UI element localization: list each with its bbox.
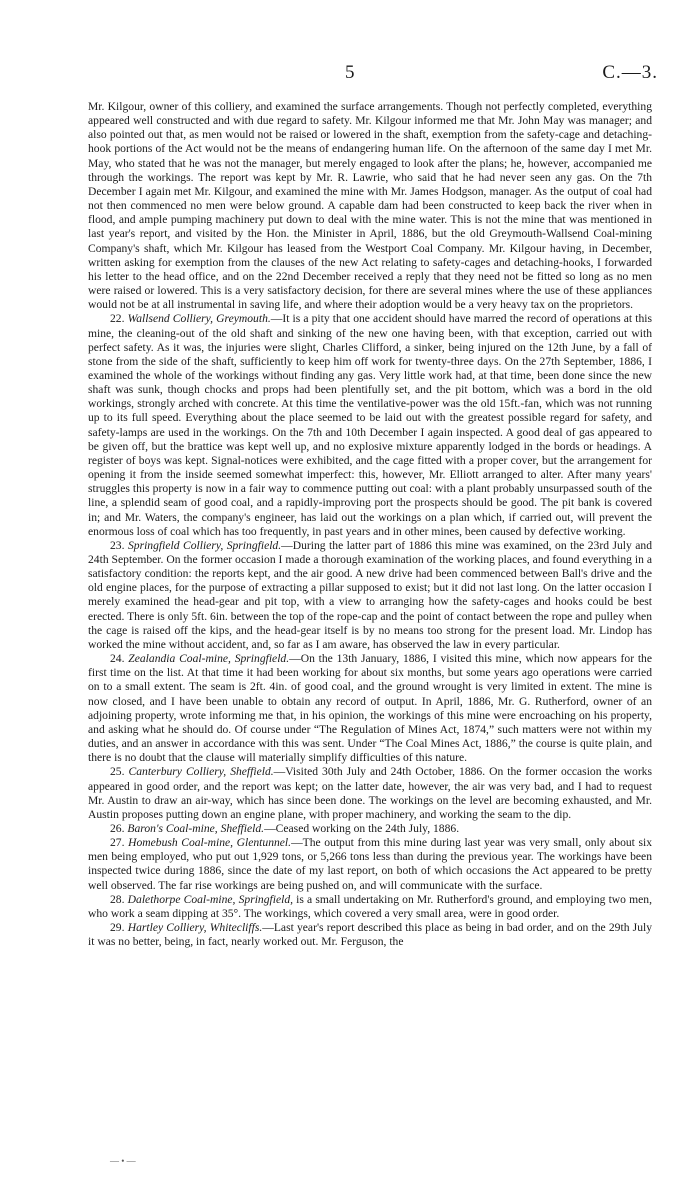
paragraph-number: 27.: [110, 836, 125, 850]
paragraph-number: 22.: [110, 312, 125, 326]
body-text: [88, 100, 652, 949]
paragraph-continuation: [88, 100, 652, 312]
paragraph-27: [88, 836, 652, 893]
paragraph-number: 24.: [110, 652, 125, 666]
paragraph-text: —Ceased working on the 24th July, 1886.: [264, 821, 460, 835]
paragraph-24: [88, 652, 652, 765]
paragraph-title: Wallsend Colliery, Greymouth.: [127, 312, 271, 326]
paragraph-number: 25.: [110, 765, 125, 779]
paragraph-26: [88, 822, 652, 836]
document-reference: C.—3.: [602, 62, 658, 83]
paragraph-number: 23.: [110, 538, 125, 552]
paragraph-text: —On the 13th January, 1886, I visited this mine, which now appears for the first time on the list. At that time it had been working for about six months, but some years ago operations were carried on to a small extent. The seam is 2ft. 4in. of good coal, and the ground wrought is very limited in extent. The mine is now closed, and I have been unable to obtain any record of output. In April, 1886, Mr. G. Rutherford, owner of an adjoining property, wrote informing me that, in his opinion, the workings of this mine were encroaching on his property, and asking what he should do. Of course under “The Regulation of Mines Act, 1874,” such matters were not within my duties, and an answer in accordance with this was sent. Under “The Coal Mines Act, 1886,” the course is quite plain, and there is no doubt that the clause will materially simplify difficulties of this nature.: [88, 652, 652, 765]
paragraph-text: —Visited 30th July and 24th October, 1886. On the former occasion the works appeared in good order, and the report was kept; on the latter date, however, the air was very bad, and I had to request Mr. Austin to draw an air-way, which has since been done. The workings on the level are becoming exhausted, and Mr. Austin proposes putting down an engine plane, with proper machinery, and working the seam to the dip.: [88, 765, 652, 821]
paragraph-title: Baron's Coal-mine, Sheffield.: [127, 821, 265, 835]
paragraph-text: —It is a pity that one accident should have marred the record of operations at this mine, the cleaning-out of the old shaft and sinking of the new one having been, with that exception, carried out with perfect safety. As it was, the injuries were slight, Charles Clifford, a sinker, being injured on the 12th June, by a fall of stone from the side of the shaft, sufficiently to keep him off work for twenty-three days. On the 27th September, 1886, I examined the whole of the workings without finding any gas. Very little work had, at that time, been done since the new shaft was sunk, though chocks and props had been plentifully set, and the pit bottom, which was a bord in the old workings, strongly arched with concrete. At this time the ventilative-power was the old 15ft.-fan, which was not running up to its full speed. Everything about the place seemed to be laid out with the greatest possible regard for safety, and safety-lamps are used in the workings. On the 7th and 10th December I again inspected. A good deal of gas appeared to be given off, but the brattice was kept well up, and no explosive mixture apparently lodged in the bords or headings. A register of boys was kept. Signal-notices were exhibited, and the cage fitted with a proper cover, but the arrangement for opening it from the inside seemed somewhat imperfect: this, however, Mr. Elliott arranged to alter. After many years' struggles this property is now in a fair way to commence putting out coal: with a plant probably unsurpassed south of the line, a splendid seam of good coal, and a rapidly-improving port the prospects should be good. The pit bank is covered in; and Mr. Waters, the company's engineer, has laid out the workings on a plan which, if carried out, will prevent the enormous loss of coal which has too frequently, in past years and in other mines, been caused by defective working.: [88, 312, 652, 538]
paragraph-text: Mr. Kilgour, owner of this colliery, and examined the surface arrangements. Though not perfectly completed, everything appeared well constructed and with due regard to safety. Mr. Kilgour informed me that Mr. John May was manager; and also pointed out that, as men would not be raised or lowered in the shaft, exemption from the safety-cage and detaching-hook portions of the Act would not be the means of endangering human life. On the afternoon of the same day I met Mr. May, who stated that he was not the manager, but merely engaged to look after the plans; he, however, accompanied me through the workings. The report was kept by Mr. R. Lawrie, who said that he had never seen any gas. On the 7th December I again met Mr. Kilgour, and examined the mine with Mr. James Hodgson, manager. As the output of coal had not then commenced no men were below ground. A capable dam had been constructed to keep back the river when in flood, and ample pumping machinery put down to deal with the mine water. This is not the mine that was mentioned in last year's report, and visited by the Hon. the Minister in April, 1886, but the old Greymouth-Wallsend Coal-mining Company's shaft, which Mr. Kilgour has leased from the Westport Coal Company. Mr. Kilgour having, in December, written asking for exemption from the clauses of the new Act relating to safety-cages and detaching-hooks, I forwarded his letter to the head office, and on the 22nd December received a reply that they need not be fitted so long as no men were raised or lowered. This is a very satisfactory decision, for there are several mines where the use of these appliances would not be at all instrumental in saving life, and where their adoption would be a very heavy tax on the proprietors.: [88, 100, 652, 312]
paragraph-text: —Last year's report described this place as being in bad order, and on the 29th July it was no better, being, in fact, nearly worked out. Mr. Ferguson, the: [88, 921, 653, 949]
paragraph-25: [88, 765, 652, 822]
paragraph-text: —During the latter part of 1886 this mine was examined, on the 23rd July and 24th September. On the former occasion I made a thorough examination of the working places, and found everything in a satisfactory condition: the reports kept, and the air good. A new drive had been commenced between Ball's drive and the old engine places, for the purpose of extracting a pillar supposed to exist; but it did not last long. On the latter occasion I merely examined the head-gear and pit top, with a view to arranging how the safety-cages and hooks could be best erected. There is only 5ft. 6in. between the top of the rope-cap and the point of contact between the rope and pulley when the cage is raised off the kips, and the head-gear itself is by no means too strong for the present load. Mr. Lindop has worked the mine without accident, and, so far as I am aware, has observed the law in every particular.: [88, 538, 653, 651]
paragraph-number: 28.: [110, 892, 125, 906]
paragraph-title: Zealandia Coal-mine, Springfield.: [128, 652, 290, 666]
paragraph-number: 29.: [110, 921, 125, 935]
paragraph-title: Canterbury Colliery, Sheffield.: [128, 765, 274, 779]
paragraph-title: Hartley Colliery, Whitecliffs.: [127, 921, 263, 935]
paragraph-title: Dalethorpe Coal-mine, Springfield,: [127, 892, 294, 906]
paragraph-22: [88, 312, 652, 539]
paragraph-29: [88, 921, 652, 949]
page-number: 5: [345, 62, 355, 83]
footer-marks: — • —: [110, 1156, 136, 1166]
paragraph-23: [88, 539, 652, 652]
paragraph-title: Springfield Colliery, Springfield.: [127, 538, 282, 552]
paragraph-text: —The output from this mine during last year was very small, only about six men being employed, who put out 1,929 tons, or 5,266 tons less than during the previous year. The workings have been inspected twice during 1886, since the date of my last report, on both of which occasions the Act appeared to be pretty well observed. The far rise workings are being pushed on, and will communicate with the surface.: [88, 836, 652, 892]
paragraph-28: [88, 893, 652, 921]
paragraph-text: is a small undertaking on Mr. Rutherford's ground, and employing two men, who work a seam dipping at 35°. The workings, which covered a very small area, were in good order.: [88, 892, 652, 920]
paragraph-title: Homebush Coal-mine, Glentunnel.: [128, 836, 292, 850]
paragraph-number: 26.: [110, 821, 125, 835]
